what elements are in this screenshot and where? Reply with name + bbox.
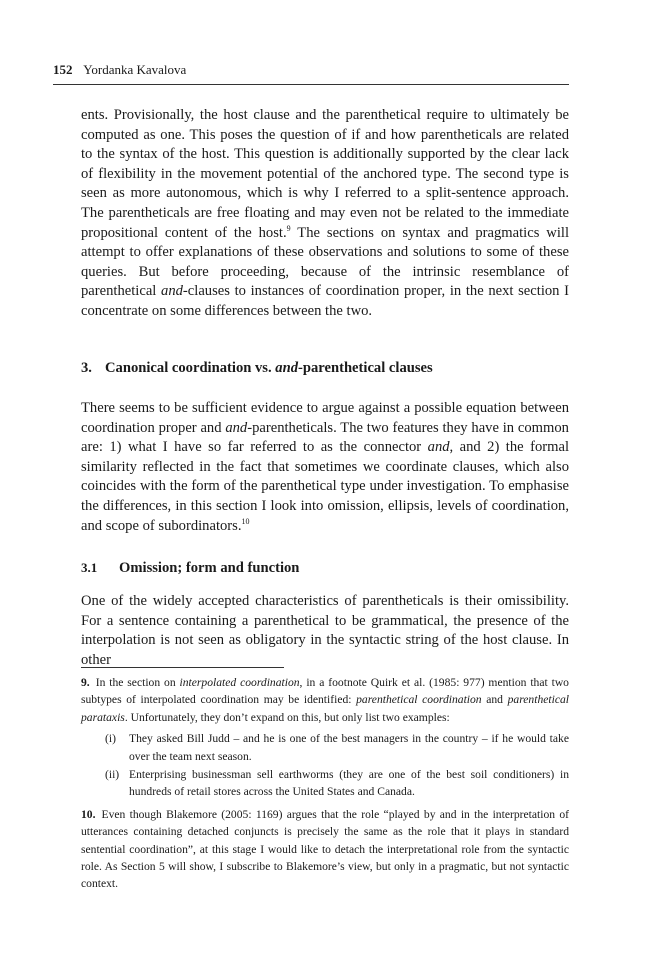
paragraph-text: The sections on syntax and pragmatics will attempt to offer explanations of these observations and solutions to some of these queries. But before proceeding, because of the intrinsic resemblance of parenthetical bbox=[81, 224, 570, 300]
footnote-9 bbox=[81, 674, 569, 726]
italic-term: and bbox=[427, 439, 450, 456]
section-3-paragraph bbox=[81, 399, 569, 536]
section-3-1-heading bbox=[81, 558, 569, 578]
example-label: (i) bbox=[105, 732, 116, 746]
running-header bbox=[53, 60, 569, 85]
paragraph-text: -clauses to instances of coordination proper, in the next section I concentrate on some differences between the two. bbox=[81, 283, 569, 319]
subsection-title: Omission; form and function bbox=[119, 560, 300, 576]
footnote-10 bbox=[81, 806, 569, 893]
footnote-text: . Unfortunately, they don’t expand on this, but only list two examples: bbox=[124, 710, 450, 724]
footnote-ref-9[interactable]: 9 bbox=[286, 223, 291, 233]
paragraph-continuation bbox=[81, 106, 569, 322]
footnote-text: and bbox=[481, 693, 508, 707]
footnote-italic: parenthetical parataxis bbox=[81, 693, 569, 724]
section-title-text: Canonical coordination vs. bbox=[105, 360, 276, 376]
example-text: They asked Bill Judd – and he is one of the best managers in the country – if he would take over the team next season. bbox=[129, 732, 569, 763]
paragraph-text: There seems to be sufficient evidence to argue against a possible equation between coordination proper and bbox=[81, 400, 569, 436]
subsection-number: 3.1 bbox=[81, 560, 98, 575]
section-number: 3. bbox=[81, 360, 92, 376]
section-3-heading bbox=[81, 358, 569, 378]
example-label: (ii) bbox=[105, 768, 120, 782]
paragraph-text: -parentheticals. The two features they have in common are: 1) what I have so far referred to as the connector bbox=[81, 419, 569, 456]
example-text: Enterprising businessman sell earthworms (they are one of the best soil conditioners) in hundreds of retail stores across the United States and Canada. bbox=[129, 768, 569, 799]
section-title-text: -parenthetical clauses bbox=[298, 360, 433, 376]
paragraph-text: , and 2) the formal similarity reflected in the fact that sometimes we coordinate clauses, which also coincides with the form of the parenthetical type under investigation. To emphasise the differences, in this section I look into omission, ellipsis, levels of coordination, and scope of subordinators. bbox=[81, 439, 570, 534]
footnotes bbox=[81, 674, 569, 897]
footnote-number: 9. bbox=[81, 676, 90, 689]
footnote-example-i bbox=[105, 730, 569, 765]
footnote-italic: interpolated coordination bbox=[179, 676, 300, 689]
section-3-1-paragraph: One of the widely accepted characteristics of parentheticals is their omissibility. For a sentence containing a parenthetical to be grammatical, the presence of the interpolation is not seen as obligatory in the syntactic string of the host clause. In other bbox=[81, 593, 569, 668]
footnote-text: In the section on bbox=[95, 676, 180, 689]
footnote-number: 10. bbox=[81, 807, 96, 821]
footnote-example-ii bbox=[105, 766, 569, 801]
footnote-ref-10[interactable]: 10 bbox=[241, 516, 250, 526]
running-header-author: Yordanka Kavalova bbox=[83, 62, 187, 77]
footnote-divider bbox=[81, 667, 284, 668]
footnote-italic: parenthetical coordination bbox=[356, 693, 482, 707]
italic-term: and bbox=[225, 419, 248, 436]
paragraph-text: ents. Provisionally, the host clause and the parenthetical require to ultimately be computed as one. This poses the question of if and how parentheticals are related to the syntax of the host. This question is additionally supported by the clear lack of flexibility in the movement potential of the anchored type. The second type is seen as more autonomous, which is why I referred to a split-sentence approach. The parentheticals are free floating and may even not be related to the immediate propositional content of the host. bbox=[81, 107, 569, 241]
page-number: 152 bbox=[53, 62, 73, 77]
footnote-text: , in a footnote Quirk et al. (1985: 977) mention that two subtypes of interpolated coordination may be identified: bbox=[81, 676, 569, 707]
section-title-italic: and bbox=[275, 360, 298, 376]
italic-term: and bbox=[161, 283, 183, 300]
footnote-text: Even though Blakemore (2005: 1169) argues that the role “played by and in the interpretation of utterances containing detached conjuncts is precisely the same as the role that it plays in standard sentential coordination”, at this stage I would like to detach the interpretational role from the syntactic role. As Section 5 will show, I subscribe to Blakemore’s view, but only in a pragmatic, but not syntactic context. bbox=[81, 807, 569, 891]
